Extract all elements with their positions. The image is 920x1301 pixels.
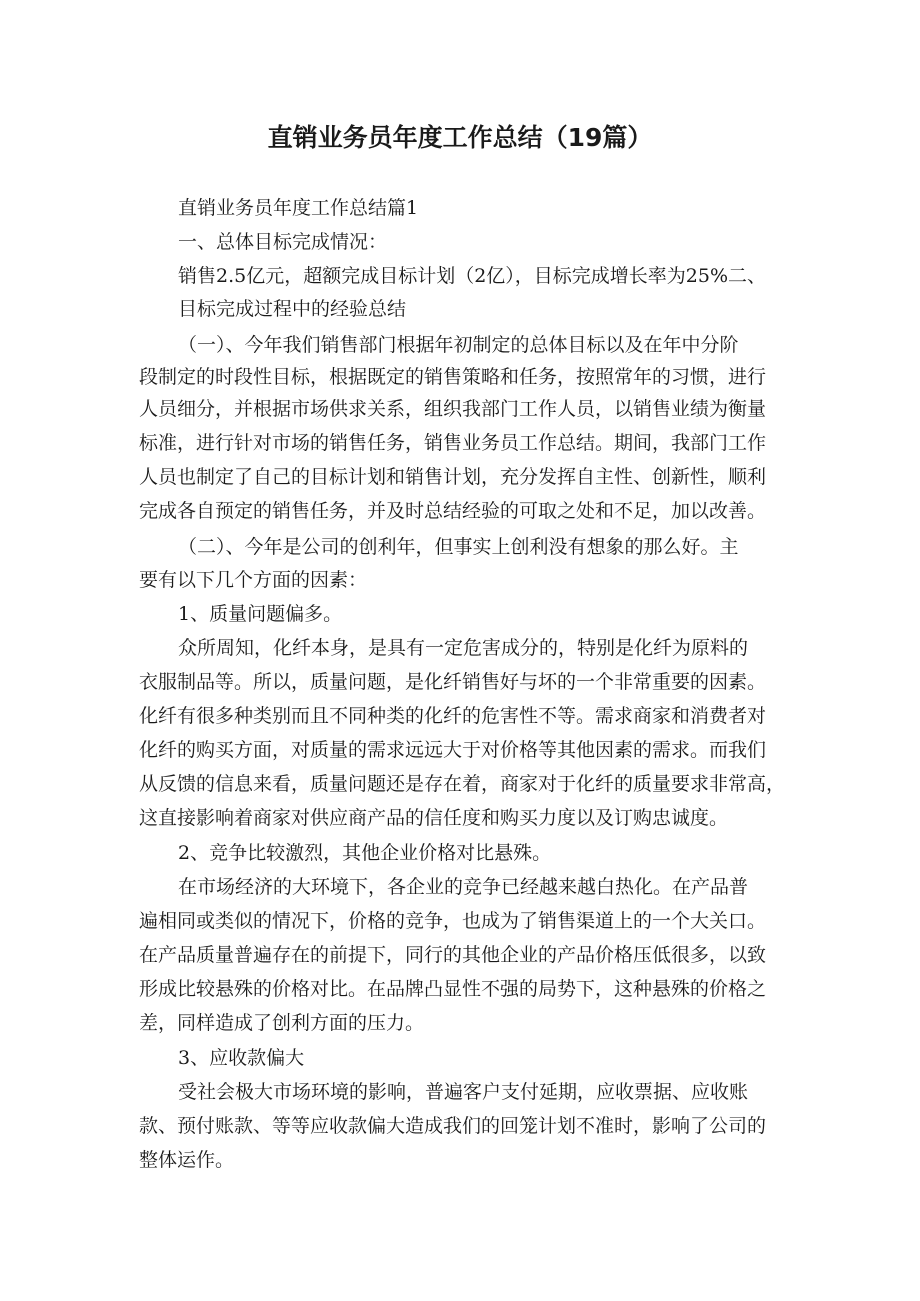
- paragraph-line: （一）、今年我们销售部门根据年初制定的总体目标以及在年中分阶: [178, 334, 739, 356]
- paragraph-line: 销售2.5亿元，超额完成目标计划（2亿），目标完成增长率为25%二、: [178, 265, 767, 287]
- paragraph-line: 受社会极大市场环境的影响，普遍客户支付延期，应收票据、应收账: [178, 1081, 749, 1103]
- paragraph-line: 完成各自预定的销售任务，并及时总结经验的可取之处和不足，加以改善。: [139, 500, 767, 522]
- paragraph-line: 衣服制品等。所以，质量问题，是化纤销售好与坏的一个非常重要的因素。: [139, 671, 767, 693]
- paragraph-line: 遍相同或类似的情况下，价格的竞争，也成为了销售渠道上的一个大关口。: [139, 910, 767, 932]
- subheading: 一、总体目标完成情况：: [178, 231, 388, 253]
- paragraph-line: 在产品质量普遍存在的前提下，同行的其他企业的产品价格压低很多，以致: [139, 944, 767, 966]
- paragraph-line: 标准，进行针对市场的销售任务，销售业务员工作总结。期间，我部门工作: [139, 432, 767, 454]
- paragraph-line: 差，同样造成了创利方面的压力。: [139, 1012, 425, 1034]
- paragraph-line: 要有以下几个方面的因素：: [139, 569, 368, 591]
- paragraph-line: 从反馈的信息来看，质量问题还是存在着，商家对于化纤的质量要求非常高，: [139, 773, 786, 795]
- paragraph-line: 化纤的购买方面，对质量的需求远远大于对价格等其他因素的需求。而我们: [139, 739, 767, 761]
- paragraph-line: 款、预付账款、等等应收款偏大造成我们的回笼计划不准时，影响了公司的: [139, 1115, 767, 1137]
- subheading: 3、应收款偏大: [178, 1047, 305, 1069]
- paragraph-line: 段制定的时段性目标，根据既定的销售策略和任务，按照常年的习惯，进行: [139, 366, 767, 388]
- paragraph-line: 人员也制定了自己的目标计划和销售计划，充分发挥自主性、创新性，顺利: [139, 466, 767, 488]
- paragraph-line: 人员细分，并根据市场供求关系，组织我部门工作人员，以销售业绩为衡量: [139, 398, 767, 420]
- paragraph-line: 这直接影响着商家对供应商产品的信任度和购买力度以及订购忠诚度。: [139, 807, 729, 829]
- paragraph-line: 在市场经济的大环境下，各企业的竞争已经越来越白热化。在产品普: [178, 876, 749, 898]
- section-heading: 直销业务员年度工作总结篇1: [178, 197, 419, 219]
- subheading: 2、竞争比较激烈，其他企业价格对比悬殊。: [178, 842, 552, 864]
- document-title: 直销业务员年度工作总结（19篇）: [267, 123, 653, 152]
- subheading: 目标完成过程中的经验总结: [178, 298, 407, 320]
- paragraph-line: （二）、今年是公司的创利年，但事实上创利没有想象的那么好。主: [178, 536, 739, 558]
- paragraph-line: 化纤有很多种类别而且不同种类的化纤的危害性不等。需求商家和消费者对: [139, 705, 767, 727]
- paragraph-line: 整体运作。: [139, 1149, 235, 1171]
- paragraph-line: 众所周知，化纤本身，是具有一定危害成分的，特别是化纤为原料的: [178, 637, 749, 659]
- subheading: 1、质量问题偏多。: [178, 603, 343, 625]
- paragraph-line: 形成比较悬殊的价格对比。在品牌凸显性不强的局势下，这种悬殊的价格之: [139, 978, 767, 1000]
